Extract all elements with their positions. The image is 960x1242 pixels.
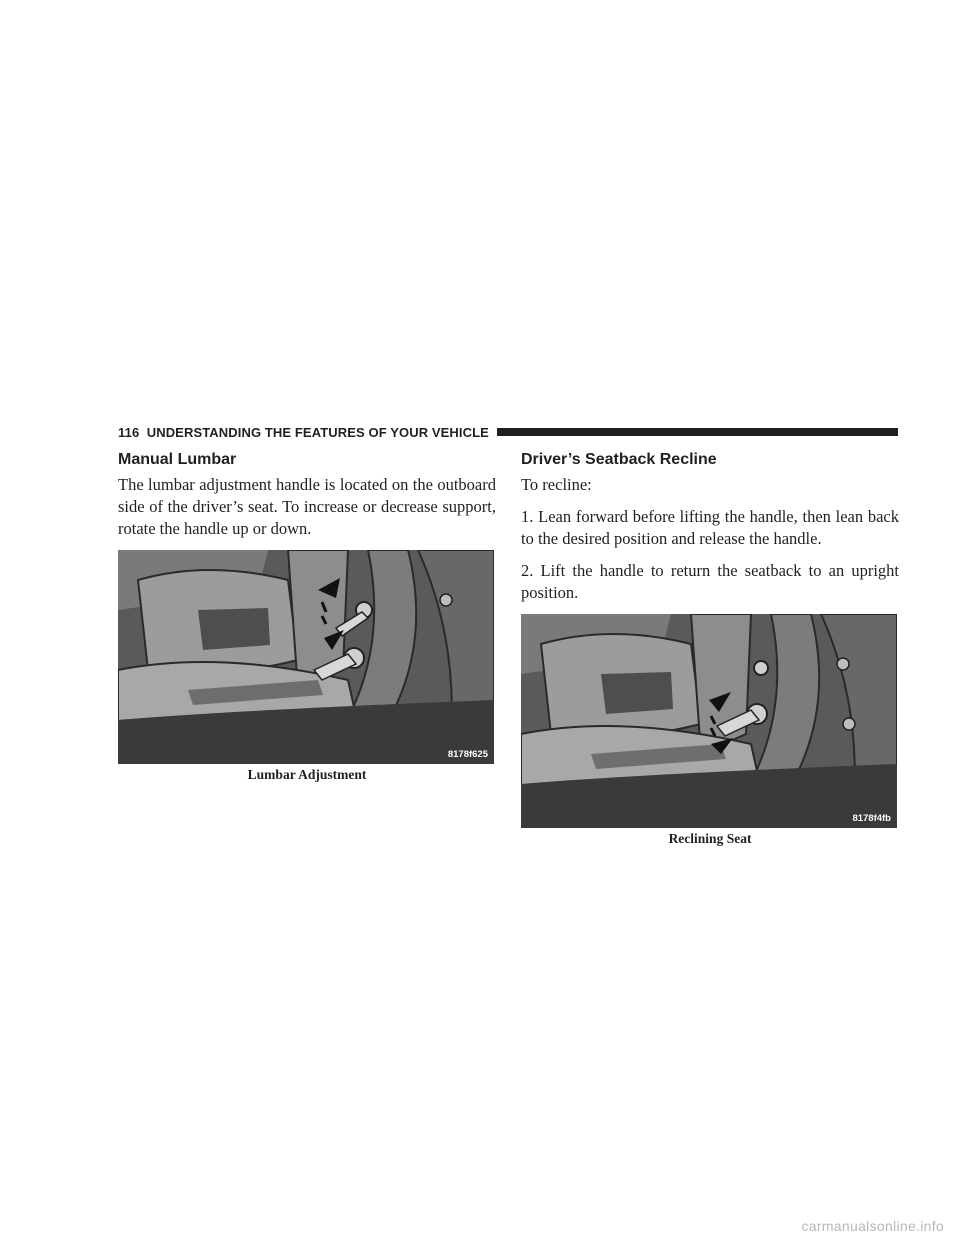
- figure-caption: Lumbar Adjustment: [247, 767, 367, 782]
- page-header: [118, 423, 898, 441]
- recline-step-1: 1. Lean forward before lifting the handle, then lean back to the desired position and release the handle.: [521, 507, 899, 548]
- figure-code: 8178f625: [447, 749, 488, 760]
- lumbar-adjustment-illustration: [118, 550, 494, 764]
- recline-intro: To recline:: [521, 475, 592, 494]
- header-rule: [497, 428, 898, 436]
- left-column: [118, 450, 496, 784]
- recline-seat-drawing: [521, 614, 897, 828]
- section-heading-seatback-recline: Driver’s Seatback Recline: [521, 451, 717, 468]
- section-heading-manual-lumbar: Manual Lumbar: [118, 451, 237, 468]
- page-number: 116: [118, 424, 140, 440]
- right-column: [521, 450, 899, 848]
- watermark: carmanualsonline.info: [801, 1218, 944, 1234]
- reclining-seat-illustration: [521, 614, 897, 828]
- section-title: UNDERSTANDING THE FEATURES OF YOUR VEHICLE: [146, 424, 489, 440]
- lumbar-seat-drawing: [118, 550, 494, 764]
- recline-step-2: 2. Lift the handle to return the seatback to an upright position.: [521, 561, 899, 602]
- figure-code: 8178f4fb: [852, 813, 891, 824]
- figure-caption: Reclining Seat: [668, 831, 752, 846]
- lumbar-paragraph: The lumbar adjustment handle is located on the outboard side of the driver’s seat. To increase or decrease support, rotate the handle up or down.: [118, 475, 496, 538]
- header-text: [118, 425, 489, 440]
